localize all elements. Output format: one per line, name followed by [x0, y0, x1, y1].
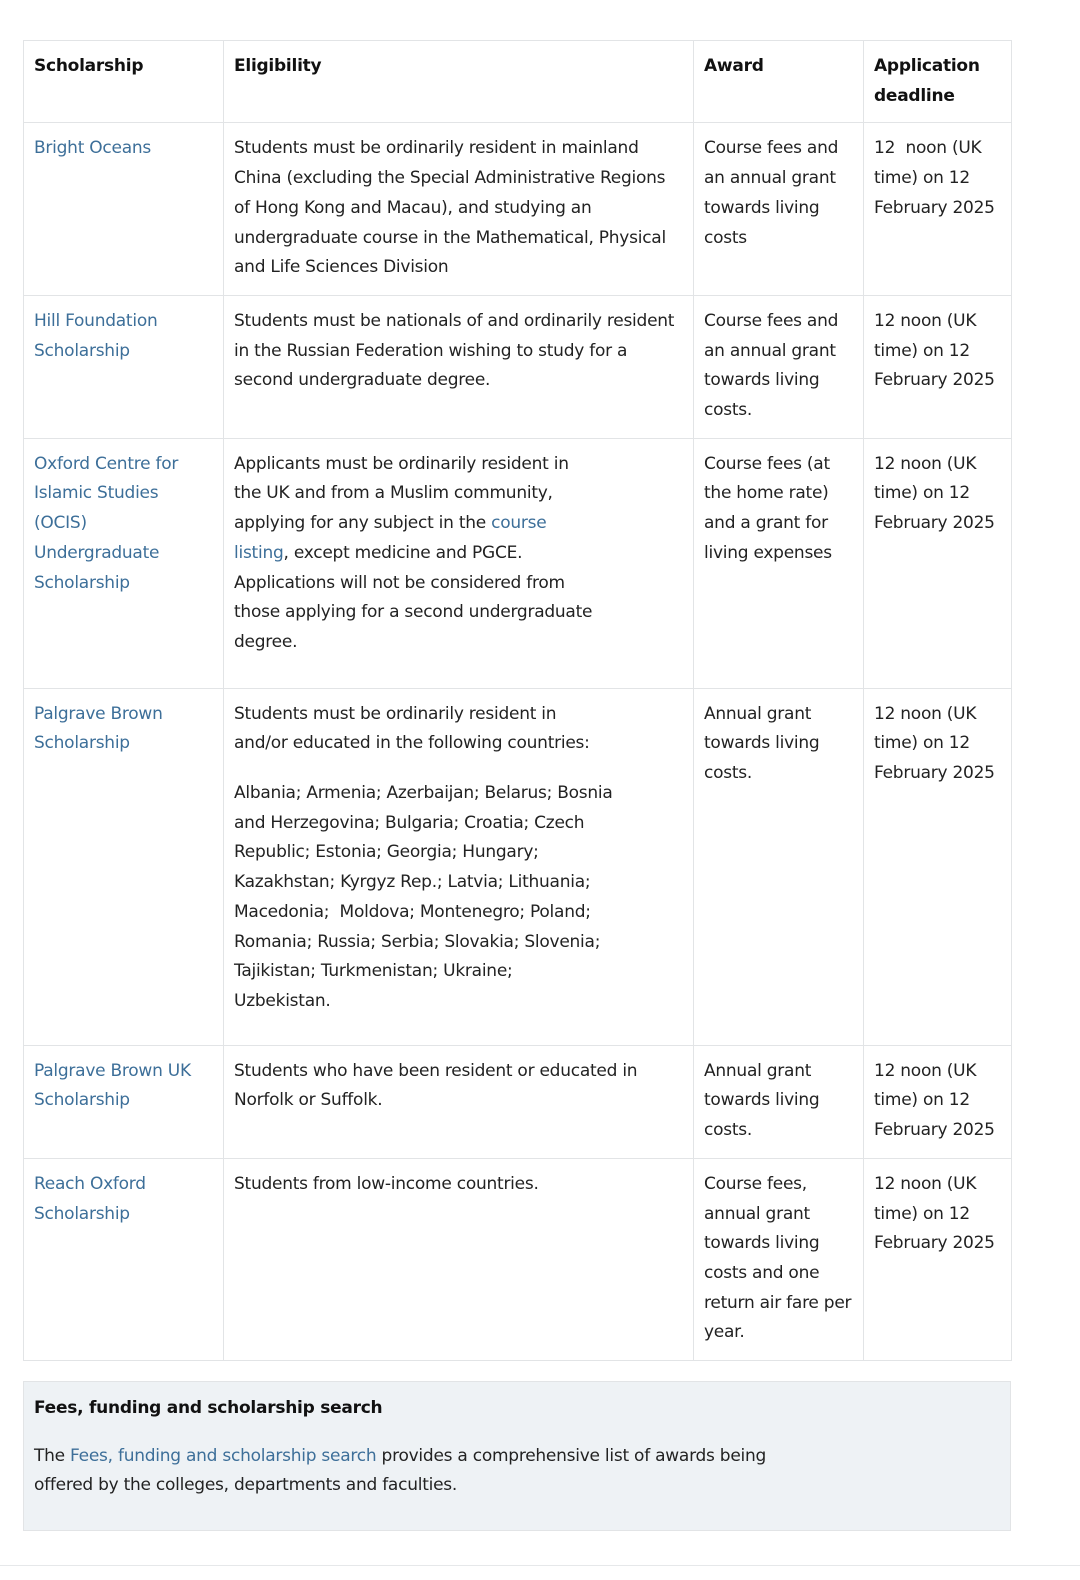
scholarship-link-reach-oxford[interactable]: Reach Oxford Scholarship — [34, 1173, 146, 1224]
table-row — [24, 688, 1012, 1045]
deadline-cell: 12 noon (UK time) on 12 February 2025 — [864, 295, 1012, 438]
header-application-deadline — [864, 41, 1012, 123]
eligibility-intro: Students must be ordinarily resident in and/or educated in the following countries: — [234, 703, 590, 754]
header-deadline-label: Application deadline — [874, 56, 980, 106]
deadline-cell: 12 noon (UK time) on 12 February 2025 — [864, 688, 1012, 1045]
table-row — [24, 295, 1012, 438]
scholarships-table — [23, 40, 1012, 1361]
eligibility-cell: Students must be nationals of and ordinarily resident in the Russian Federation wishing to study for a second undergraduate degree. — [224, 295, 694, 438]
header-scholarship: Scholarship — [24, 41, 224, 123]
scholarship-cell — [24, 688, 224, 1045]
deadline-cell: 12 noon (UK time) on 12 February 2025 — [864, 1045, 1012, 1158]
scholarship-cell — [24, 438, 224, 688]
eligibility-cell: Students from low-income countries. — [224, 1158, 694, 1360]
table-row — [24, 438, 1012, 688]
scholarship-cell — [24, 123, 224, 296]
scholarship-link-palgrave-brown[interactable]: Palgrave Brown Scholarship — [34, 703, 163, 754]
eligibility-cell — [224, 688, 694, 1045]
award-cell: Course fees (at the home rate) and a grant for living expenses — [694, 438, 864, 688]
eligibility-text — [234, 450, 594, 658]
scholarship-cell — [24, 1158, 224, 1360]
panel-text-end: provides a comprehensive list of awards being offered by the colleges, departments and faculties. — [34, 1445, 767, 1496]
header-eligibility: Eligibility — [224, 41, 694, 123]
award-cell: Course fees and an annual grant towards living costs — [694, 123, 864, 296]
scholarship-link-hill-foundation[interactable]: Hill Foundation Scholarship — [34, 310, 158, 361]
deadline-cell: 12 noon (UK time) on 12 February 2025 — [864, 438, 1012, 688]
eligibility-cell: Students must be ordinarily resident in mainland China (excluding the Special Administrative Regions of Hong Kong and Macau), and studying an undergraduate course in the Mathematical, Physical and Life Sciences Division — [224, 123, 694, 296]
panel-text — [34, 1442, 794, 1501]
table-row — [24, 1045, 1012, 1158]
scholarship-cell — [24, 295, 224, 438]
funding-search-link[interactable]: Fees, funding and scholarship search — [70, 1445, 377, 1466]
table-row — [24, 1158, 1012, 1360]
eligibility-countries: Albania; Armenia; Azerbaijan; Belarus; Bosnia and Herzegovina; Bulgaria; Croatia; Czech Republic; Estonia; Georgia; Hungary; Kazakhstan; Kyrgyz Rep.; Latvia; Lithuania; Macedonia; Moldova; Montenegro; Poland; Romania; Russia; Serbia; Slovakia; Slovenia; Tajikistan; Turkmenistan; Ukraine; Uzbekistan. — [234, 783, 618, 1011]
eligibility-text-end: , except medicine and PGCE. Applications will not be considered from those applying for a second undergraduate degree. — [234, 542, 593, 652]
deadline-cell: 12 noon (UK time) on 12 February 2025 — [864, 1158, 1012, 1360]
scholarships-section — [23, 40, 1011, 1531]
deadline-cell: 12 noon (UK time) on 12 February 2025 — [864, 123, 1012, 296]
scholarship-cell — [24, 1045, 224, 1158]
eligibility-text-start: Applicants must be ordinarily resident in the UK and from a Muslim community, applying for any subject in the — [234, 453, 569, 534]
table-header-row — [24, 41, 1012, 123]
table-row — [24, 123, 1012, 296]
award-cell: Course fees, annual grant towards living costs and one return air fare per year. — [694, 1158, 864, 1360]
eligibility-cell: Students who have been resident or educated in Norfolk or Suffolk. — [224, 1045, 694, 1158]
funding-search-panel — [23, 1381, 1011, 1531]
award-cell: Annual grant towards living costs. — [694, 688, 864, 1045]
panel-text-start: The — [34, 1445, 71, 1466]
course-listing-link[interactable]: course listing — [234, 513, 547, 563]
award-cell: Course fees and an annual grant towards living costs. — [694, 295, 864, 438]
panel-title: Fees, funding and scholarship search — [34, 1398, 383, 1419]
paragraph-gap — [234, 759, 683, 779]
eligibility-cell — [224, 438, 694, 688]
scholarship-link-palgrave-brown-uk[interactable]: Palgrave Brown UK Scholarship — [34, 1060, 191, 1111]
scholarship-link-ocis[interactable]: Oxford Centre for Islamic Studies (OCIS) Undergraduate Scholarship — [34, 453, 179, 593]
header-award: Award — [694, 41, 864, 123]
award-cell: Annual grant towards living costs. — [694, 1045, 864, 1158]
scholarship-link-bright-oceans[interactable]: Bright Oceans — [34, 138, 151, 159]
page-divider — [0, 1565, 1080, 1566]
